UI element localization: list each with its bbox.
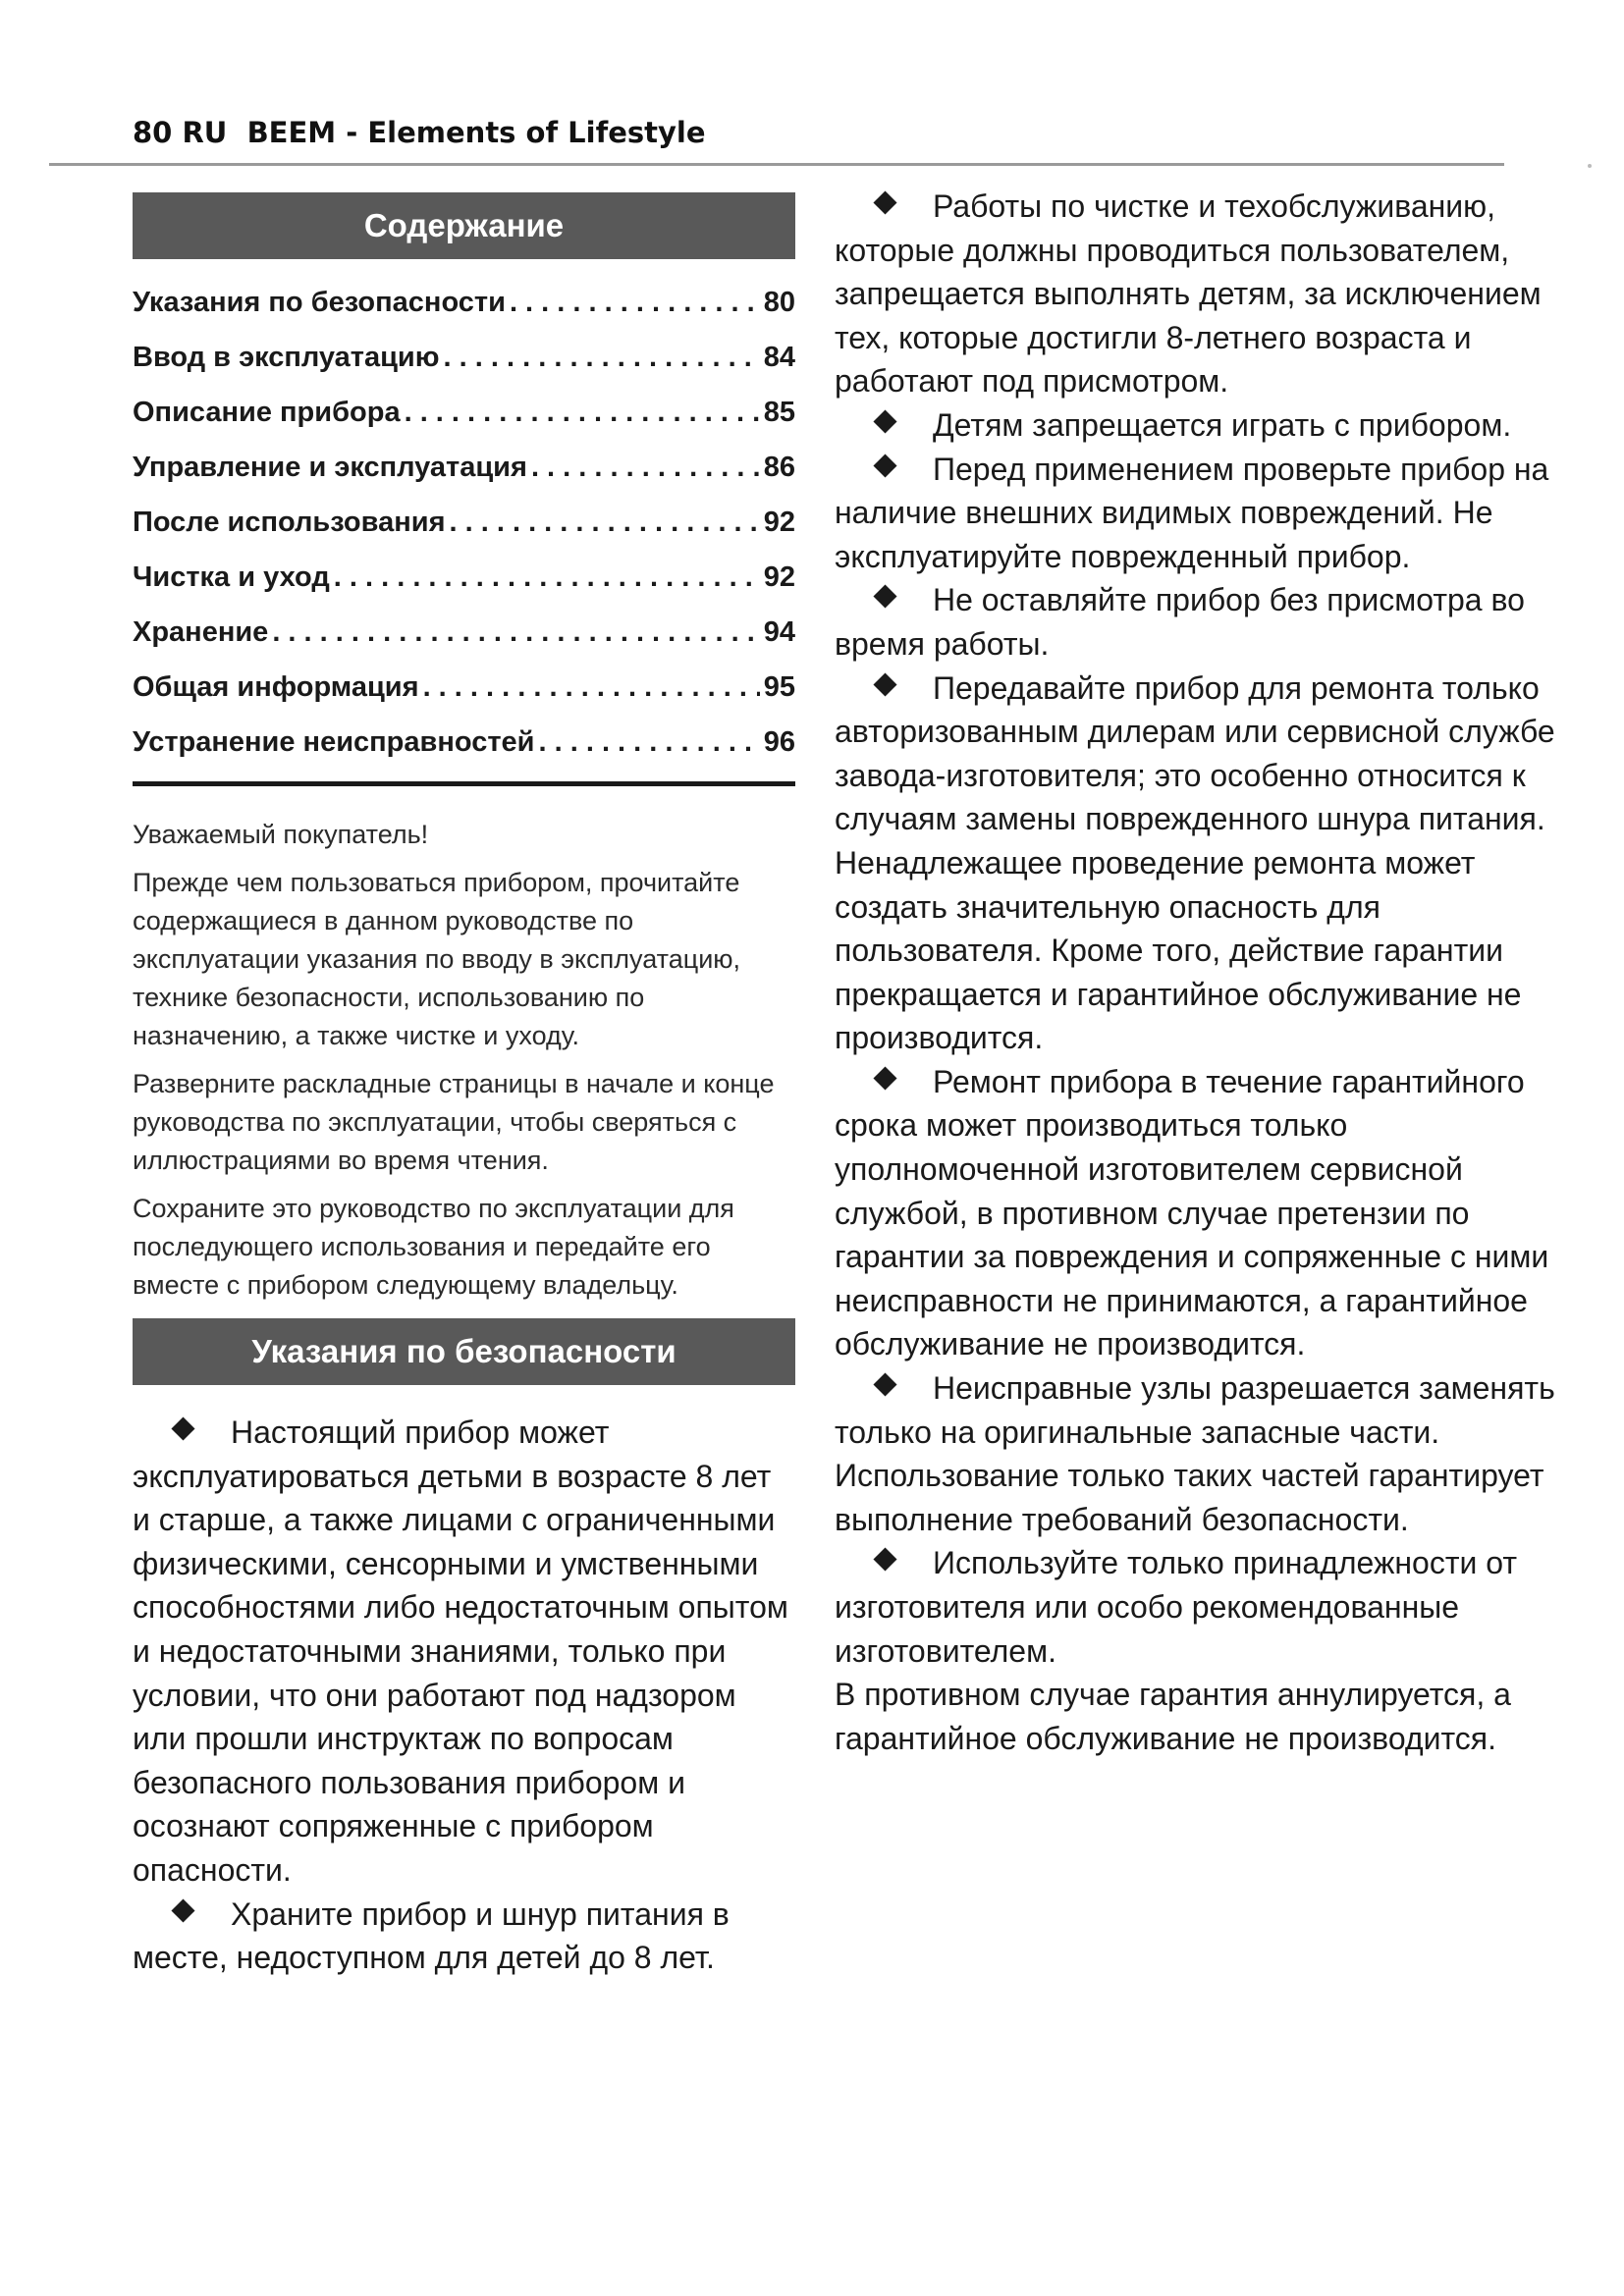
toc-entry-page: 85 xyxy=(763,397,795,428)
safety-item xyxy=(835,403,1556,448)
toc-entry[interactable] xyxy=(133,667,795,722)
toc-entry-label: Указания по безопасности xyxy=(133,287,506,318)
diamond-bullet-icon xyxy=(874,410,897,434)
toc-entry[interactable] xyxy=(133,722,795,777)
toc-entry[interactable] xyxy=(133,613,795,667)
toc-entry-label: Описание прибора xyxy=(133,397,401,428)
toc-entry-page: 94 xyxy=(763,616,795,648)
page-header xyxy=(133,116,706,149)
safety-item-text: Неисправные узлы разрешается заменять только на оригинальные запасные части. Использование только таких частей гарантирует выполнение требований безопасности. xyxy=(835,1370,1555,1537)
toc-entry-label: После использования xyxy=(133,507,446,538)
toc-leader xyxy=(405,393,760,432)
diamond-bullet-icon xyxy=(874,585,897,609)
intro-paragraph: Разверните раскладные страницы в начале и конце руководства по эксплуатации, чтобы сверяться с иллюстрациями во время чтения. xyxy=(133,1069,775,1175)
toc-entry-label: Чистка и уход xyxy=(133,561,330,593)
safety-item-text: Передавайте прибор для ремонта только авторизованным дилерам или сервисной службе завода-изготовителя; это особенно относится к случаям замены поврежденного шнура питания. Ненадлежащее проведение ремонта может создать значительную опасность для пользователя. Кроме того, действие гарантии прекращается и гарантийное обслуживание не производится. xyxy=(835,669,1555,1056)
toc-entry[interactable] xyxy=(133,503,795,558)
table-of-contents xyxy=(133,283,795,777)
toc-divider xyxy=(133,781,795,786)
toc-entry[interactable] xyxy=(133,338,795,393)
toc-entry-label: Управление и эксплуатация xyxy=(133,452,527,483)
toc-entry-page: 95 xyxy=(763,671,795,703)
toc-entry-label: Хранение xyxy=(133,616,269,648)
page-number: 80 xyxy=(133,116,173,149)
toc-entry[interactable] xyxy=(133,393,795,448)
diamond-bullet-icon xyxy=(172,1417,195,1441)
diamond-bullet-icon xyxy=(874,1548,897,1572)
toc-leader xyxy=(538,722,759,762)
safety-item xyxy=(835,448,1556,579)
safety-item xyxy=(133,1411,795,1893)
toc-entry-label: Общая информация xyxy=(133,671,419,703)
toc-leader xyxy=(450,503,760,542)
safety-item-text: Настоящий прибор может эксплуатироваться детьми в возрасте 8 лет и старше, а также лицами с ограниченными физическими, сенсорными и умственными способностями либо недостаточным опытом и недостаточными знаниями, только при условии, что они работают под надзором или прошли инструктаж по вопросам безопасного пользования прибором и осознают сопряженные с прибором опасности. xyxy=(133,1415,788,1888)
safety-item-text: Храните прибор и шнур питания в месте, недоступном для детей до 8 лет. xyxy=(133,1896,730,1976)
safety-item xyxy=(835,667,1556,1060)
toc-entry-page: 96 xyxy=(763,726,795,758)
diamond-bullet-icon xyxy=(874,191,897,215)
safety-item xyxy=(835,1366,1556,1541)
toc-leader xyxy=(444,338,760,377)
toc-entry-page: 86 xyxy=(763,452,795,483)
toc-leader xyxy=(334,558,760,597)
intro-paragraph: Сохраните это руководство по эксплуатации для последующего использования и передайте его вместе с прибором следующему владельцу. xyxy=(133,1194,734,1300)
toc-entry-label: Устранение неисправностей xyxy=(133,726,535,758)
safety-list-right xyxy=(835,185,1556,1760)
safety-item-text: Используйте только принадлежности от изготовителя или особо рекомендованные изготовителем. xyxy=(835,1545,1518,1669)
safety-item xyxy=(835,1060,1556,1366)
toc-entry-page: 80 xyxy=(763,287,795,318)
toc-leader xyxy=(531,448,760,487)
safety-item-text: Работы по чистке и техобслуживанию, которые должны проводиться пользователем, запрещается выполнять детям, за исключением тех, которые достигли 8-летнего возраста и работают под присмотром. xyxy=(835,188,1542,400)
scan-speck xyxy=(1588,164,1592,168)
diamond-bullet-icon xyxy=(874,454,897,478)
safety-item xyxy=(835,578,1556,666)
toc-heading: Содержание xyxy=(133,192,795,259)
safety-item xyxy=(133,1893,795,1980)
safety-item xyxy=(835,1541,1556,1673)
toc-entry-page: 92 xyxy=(763,561,795,593)
toc-leader xyxy=(272,613,759,652)
toc-entry[interactable] xyxy=(133,448,795,503)
diamond-bullet-icon xyxy=(874,673,897,697)
toc-leader xyxy=(510,283,760,322)
toc-entry-page: 84 xyxy=(763,342,795,373)
diamond-bullet-icon xyxy=(874,1373,897,1397)
toc-entry-label: Ввод в эксплуатацию xyxy=(133,342,440,373)
intro-greeting: Уважаемый покупатель! xyxy=(133,820,429,849)
safety-heading: Указания по безопасности xyxy=(133,1318,795,1385)
diamond-bullet-icon xyxy=(874,1067,897,1091)
safety-item-continuation: В противном случае гарантия аннулируется, а гарантийное обслуживание не производится. xyxy=(835,1677,1511,1756)
toc-entry[interactable] xyxy=(133,283,795,338)
safety-item-text: Не оставляйте прибор без присмотра во время работы. xyxy=(835,582,1525,662)
safety-item-text: Ремонт прибора в течение гарантийного срока может производиться только уполномоченной изготовителем сервисной службой, в противном случае претензии по гарантии за повреждения и сопряженные с ними неисправности не принимаются, а гарантийное обслуживание не производится. xyxy=(835,1063,1549,1362)
safety-item-text: Перед применением проверьте прибор на наличие внешних видимых повреждений. Не эксплуатируйте поврежденный прибор. xyxy=(835,451,1549,574)
language-code: RU xyxy=(182,116,228,149)
header-divider xyxy=(49,163,1504,166)
safety-item xyxy=(835,185,1556,403)
toc-entry[interactable] xyxy=(133,558,795,613)
intro-paragraph: Прежде чем пользоваться прибором, прочитайте содержащиеся в данном руководстве по эксплуатации указания по вводу в эксплуатацию, технике безопасности, использованию по назначению, а также чистке и уходу. xyxy=(133,868,741,1050)
left-column xyxy=(133,192,795,1980)
toc-entry-page: 92 xyxy=(763,507,795,538)
intro-text xyxy=(133,816,795,1305)
safety-item-text: Детям запрещается играть с прибором. xyxy=(933,406,1512,443)
right-column xyxy=(835,185,1556,1760)
brand-title: BEEM - Elements of Lifestyle xyxy=(246,116,706,149)
diamond-bullet-icon xyxy=(172,1899,195,1923)
toc-leader xyxy=(423,667,760,707)
safety-list-left xyxy=(133,1411,795,1980)
